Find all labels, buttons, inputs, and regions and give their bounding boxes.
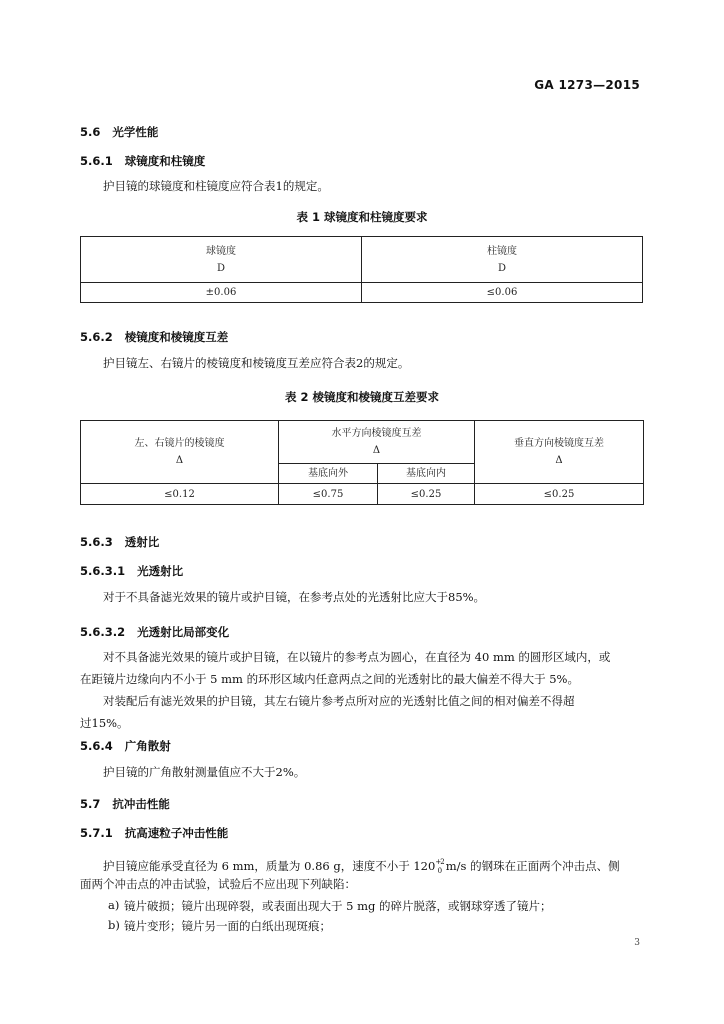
section-5-6-3-1-heading: [80, 563, 183, 579]
section-5-6-2-heading: [80, 329, 228, 345]
paragraph-line: 对装配后有滤光效果的护目镜，其左右镜片参考点所对应的光透射比值之间的相对偏差不得超: [103, 694, 575, 708]
table-cell: ≤0.12: [81, 484, 279, 505]
standard-number: GA 1273—2015: [534, 78, 640, 92]
section-number: 5.6.2: [80, 330, 113, 344]
paragraph: 护目镜的广角散射测量值应不大于2%。: [103, 765, 306, 779]
header-label: 球镜度: [206, 245, 236, 257]
section-title: 广角散射: [124, 739, 171, 753]
header-unit: Δ: [372, 445, 381, 456]
table-subheader-cell: 基底向外: [279, 464, 378, 484]
table-1: [80, 236, 643, 303]
table-header-cell: [81, 421, 279, 484]
paragraph-line: 在距镜片边缘向内不小于 5 mm 的环形区域内任意两点之间的光透射比的最大偏差不得大于 5%。: [80, 672, 579, 686]
header-unit: D: [497, 262, 507, 274]
paragraph: 护目镜的球镜度和柱镜度应符合表1的规定。: [103, 179, 329, 193]
section-title: 透射比: [124, 535, 160, 549]
paragraph: 护目镜左、右镜片的棱镜度和棱镜度互差应符合表2的规定。: [103, 356, 410, 370]
header-label: 水平方向棱镜度互差: [331, 428, 422, 439]
table-1-caption: 表 1 球镜度和柱镜度要求: [296, 210, 428, 224]
header-label: 垂直方向棱镜度互差: [514, 438, 604, 449]
section-5-7-heading: [80, 796, 170, 812]
section-title: 抗高速粒子冲击性能: [124, 826, 229, 840]
section-5-6-4-heading: [80, 738, 171, 754]
section-number: 5.6.1: [80, 154, 113, 168]
section-5-6-heading: [80, 124, 158, 140]
section-number: 5.6.4: [80, 739, 113, 753]
page-number: 3: [634, 938, 640, 948]
table-cell: ±0.06: [81, 283, 362, 303]
tolerance-lower: 0: [437, 867, 443, 876]
section-title: 球镜度和柱镜度: [124, 154, 206, 168]
section-number: 5.7.1: [80, 826, 113, 840]
section-number: 5.6.3.2: [80, 625, 126, 639]
table-subheader-cell: 基底向内: [378, 464, 475, 484]
list-marker: a): [108, 898, 120, 912]
table-header-cell: [475, 421, 644, 484]
list-marker: b): [108, 918, 120, 932]
list-text: 镜片变形；镜片另一面的白纸出现斑痕；: [124, 919, 331, 933]
section-title: 光透射比: [137, 564, 184, 578]
header-label: 柱镜度: [487, 245, 517, 257]
section-number: 5.6.3.1: [80, 564, 126, 578]
section-5-6-1-heading: [80, 153, 205, 169]
header-unit: D: [216, 262, 226, 274]
list-text: 镜片破损；镜片出现碎裂，或表面出现大于 5 mg 的碎片脱落，或钢球穿透了镜片；: [124, 899, 552, 913]
tolerance-upper: +2: [435, 858, 444, 866]
paragraph-line: 对不具备滤光效果的镜片或护目镜，在以镜片的参考点为圆心，在直径为 40 mm 的圆形区域内，或: [103, 650, 611, 664]
table-cell: ≤0.25: [475, 484, 644, 505]
header-label: 左、右镜片的棱镜度: [134, 438, 225, 449]
header-unit: Δ: [555, 455, 563, 466]
header-unit: Δ: [175, 455, 184, 466]
table-cell: ≤0.75: [279, 484, 378, 505]
section-title: 棱镜度和棱镜度互差: [124, 330, 229, 344]
section-number: 5.7: [80, 797, 101, 811]
section-5-6-3-heading: [80, 534, 159, 550]
section-number: 5.6: [80, 125, 101, 139]
text-run: m/s 的钢珠在正面两个冲击点、侧: [445, 859, 620, 873]
table-header-cell: [279, 421, 475, 464]
table-cell: ≤0.06: [362, 283, 643, 303]
text-run: 护目镜应能承受直径为 6 mm，质量为 0.86 g，速度不小于 120: [103, 859, 436, 873]
section-title: 光学性能: [112, 125, 159, 139]
paragraph-line: 过15%。: [80, 716, 129, 730]
table-2: [80, 420, 644, 505]
section-title: 光透射比局部变化: [137, 625, 230, 639]
section-5-6-3-2-heading: [80, 624, 229, 640]
table-header-cell: [362, 237, 643, 283]
table-header-cell: [81, 237, 362, 283]
table-cell: ≤0.25: [378, 484, 475, 505]
section-5-7-1-heading: [80, 825, 228, 841]
section-number: 5.6.3: [80, 535, 113, 549]
paragraph-line: 面两个冲击点的冲击试验，试验后不应出现下列缺陷：: [80, 877, 356, 891]
section-title: 抗冲击性能: [112, 797, 170, 811]
table-2-caption: 表 2 棱镜度和棱镜度互差要求: [284, 390, 439, 404]
paragraph: 对于不具备滤光效果的镜片或护目镜，在参考点处的光透射比应大于85%。: [103, 590, 486, 604]
